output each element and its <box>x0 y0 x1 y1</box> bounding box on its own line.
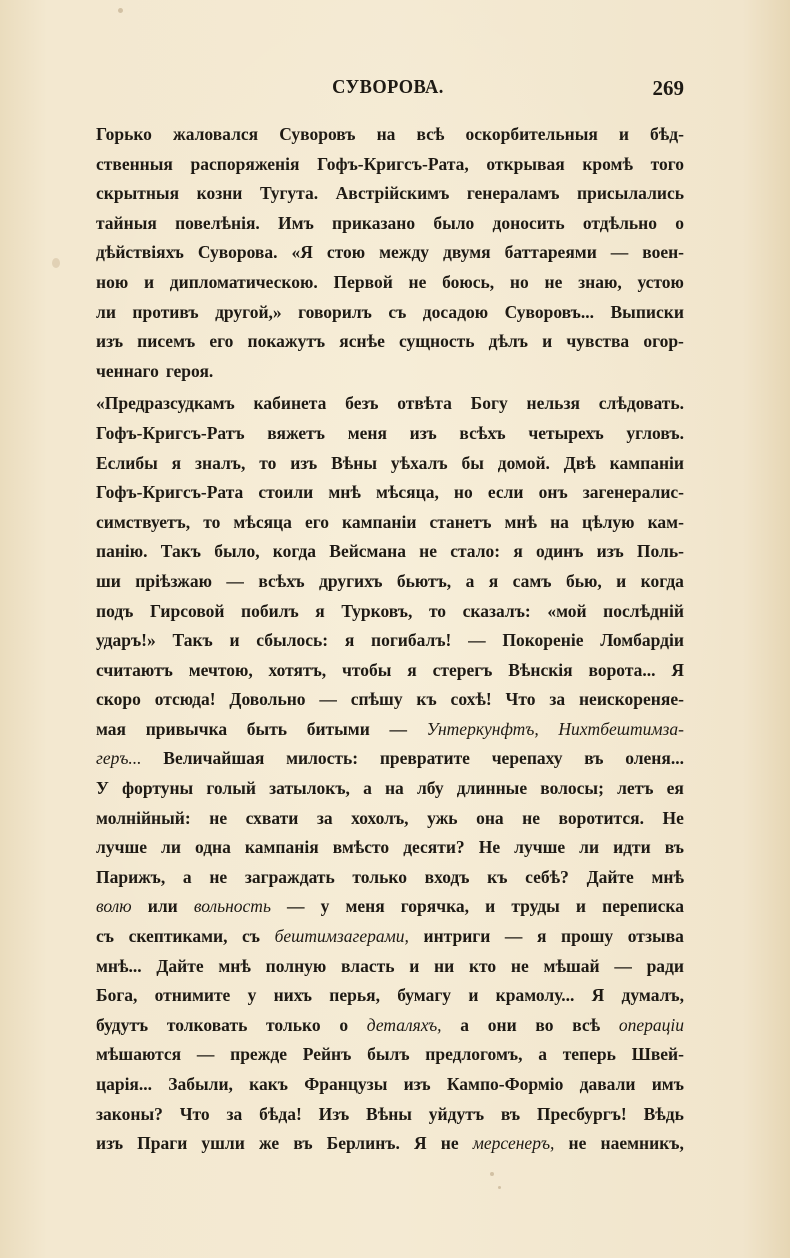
text-line: волю или вольность — у меня горячка, и труды и переписка <box>96 896 684 917</box>
text-line: У фортуны голый затылокъ, а на лбу длинные волосы; летъ ея <box>96 778 684 799</box>
text-line: скрытныя козни Тугута. Австрійскимъ генераламъ присылались <box>96 183 684 204</box>
text-line: симствуетъ, то мѣсяца его кампаніи станетъ мнѣ на цѣлую кам- <box>96 511 684 532</box>
text-line: изъ писемъ его покажутъ яснѣе сущность дѣлъ и чувства огор- <box>96 331 684 352</box>
text-line: мѣшаются — прежде Рейнъ былъ предлогомъ, а теперь Швей- <box>96 1044 684 1065</box>
text-line: ченнаго героя. <box>96 360 214 381</box>
text-line: Парижъ, а не заграждать только входъ къ себѣ? Дайте мнѣ <box>96 866 684 887</box>
paper-stain <box>498 1186 501 1189</box>
text-line: Бога, отнимите у нихъ перья, бумагу и крамолу... Я думалъ, <box>96 985 684 1006</box>
text-line: ственныя распоряженія Гофъ-Кригсъ-Рата, открывая кромѣ того <box>96 153 684 174</box>
text-line: «Предразсудкамъ кабинета безъ отвѣта Богу нельзя слѣдовать. <box>96 393 684 414</box>
paper-stain <box>118 8 123 13</box>
text-line: тайныя повелѣнія. Имъ приказано было доносить отдѣльно о <box>96 212 684 233</box>
body-text <box>96 120 684 1159</box>
text-line: Еслибы я зналъ, то изъ Вѣны уѣхалъ бы домой. Двѣ кампаніи <box>96 452 684 473</box>
text-line: панію. Такъ было, когда Вейсмана не стало: я одинъ изъ Поль- <box>96 541 684 562</box>
text-line: Горько жаловался Суворовъ на всѣ оскорбительныя и бѣд- <box>96 124 684 144</box>
text-line: геръ... Величайшая милость: превратите черепаху въ оленя... <box>96 748 684 769</box>
text-line: съ скептиками, съ бештимзагерами, интриги — я прошу отзыва <box>96 926 684 947</box>
paper-stain <box>52 258 60 268</box>
text-line: дѣйствіяхъ Суворова. «Я стою между двумя баттареями — воен- <box>96 242 684 263</box>
text-line: ли противъ другой,» говорилъ съ досадою Суворовъ... Выписки <box>96 301 684 322</box>
text-line: мнѣ... Дайте мнѣ полную власть и ни кто не мѣшай — ради <box>96 955 684 976</box>
text-line: скоро отсюда! Довольно — спѣшу къ сохѣ! Что за неискореняе- <box>96 689 684 710</box>
page-number: 269 <box>652 76 684 100</box>
text-line: ши пріѣзжаю — всѣхъ другихъ бьютъ, а я самъ бью, и когда <box>96 570 684 591</box>
running-title: СУВОРОВА. <box>332 76 444 98</box>
text-line: подъ Гирсовой побилъ я Турковъ, то сказалъ: «мой послѣдній <box>96 600 684 621</box>
text-line: законы? Что за бѣда! Изъ Вѣны уйдутъ въ Пресбургъ! Вѣдь <box>96 1103 684 1124</box>
text-line: Гофъ-Кригсъ-Ратъ вяжетъ меня изъ всѣхъ четырехъ угловъ. <box>96 422 684 443</box>
text-line: изъ Праги ушли же въ Берлинъ. Я не мерсенеръ, не наемникъ, <box>96 1133 684 1154</box>
text-line: лучше ли одна кампанія вмѣсто десяти? Не лучше ли идти въ <box>96 837 684 858</box>
text-line: ною и дипломатическою. Первой не боюсь, но не знаю, устою <box>96 271 684 292</box>
paper-stain <box>490 1172 494 1176</box>
text-line: будутъ толковать только о деталяхъ, а они во всѣ операціи <box>96 1014 684 1035</box>
text-line: ударъ!» Такъ и сбылось: я погибалъ! — Покореніе Ломбардіи <box>96 630 684 651</box>
text-line: считаютъ мечтою, хотятъ, чтобы я стерегъ Вѣнскія ворота... Я <box>96 659 684 680</box>
text-line: царія... Забыли, какъ Французы изъ Кампо-Форміо давали имъ <box>96 1074 684 1094</box>
text-line: Гофъ-Кригсъ-Рата стоили мнѣ мѣсяца, но если онъ загенералис- <box>96 482 684 503</box>
text-line: молнійный: не схвати за хохолъ, ужь она не воротится. Не <box>96 807 684 828</box>
text-line: мая привычка быть битыми — Унтеркунфтъ, Нихтбештимза- <box>96 718 684 739</box>
page-header <box>92 76 684 104</box>
